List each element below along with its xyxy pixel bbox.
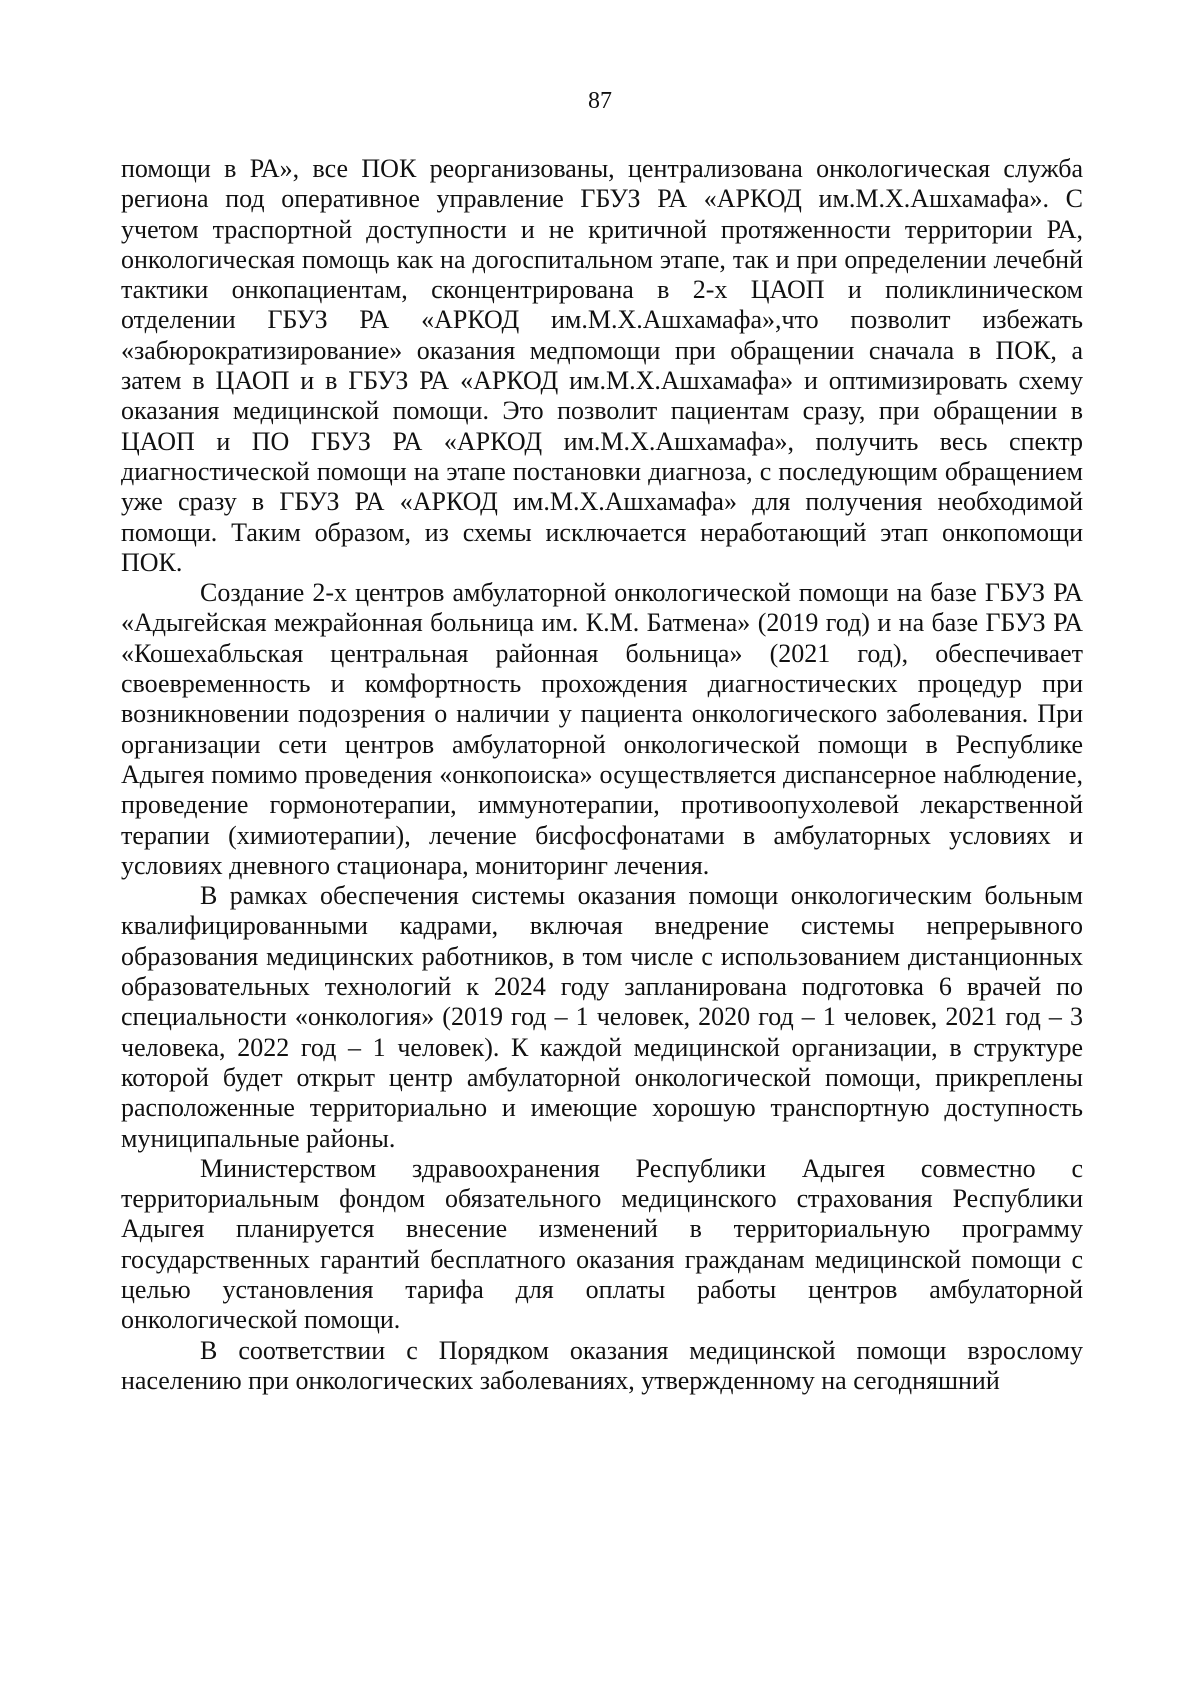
paragraph-procedure-order: В соответствии с Порядком оказания медицинской помощи взрослому населению при онкологических заболеваниях, утвержденному на сегодняшний [121, 1335, 1083, 1395]
paragraph-ministry-tariff: Министерством здравоохранения Республики Адыгея совместно с территориальным фондом обязательного медицинского страхования Республики Адыгея планируется внесение изменений в территориальную программу государственных гарантий бесплатного оказания гражданам медицинской помощи с целью установления тарифа для оплаты работы центров амбулаторной онкологической помощи. [121, 1153, 1083, 1335]
paragraph-cao-centers: Создание 2-х центров амбулаторной онкологической помощи на базе ГБУЗ РА «Адыгейская межрайонная больница им. К.М. Батмена» (2019 год) и на базе ГБУЗ РА «Кошехабльская центральная районная больница» (2021 год), обеспечивает своевременность и комфортность прохождения диагностических процедур при возникновении подозрения о наличии у пациента онкологического заболевания. При организации сети центров амбулаторной онкологической помощи в Республике Адыгея помимо проведения «онкопоиска» осуществляется диспансерное наблюдение, проведение гормонотерапии, иммунотерапии, противоопухолевой лекарственной терапии (химиотерапии), лечение бисфосфонатами в амбулаторных условиях и условиях дневного стационара, мониторинг лечения. [121, 578, 1083, 880]
document-body [121, 154, 1083, 1396]
paragraph-staff-training: В рамках обеспечения системы оказания помощи онкологическим больным квалифицированными кадрами, включая внедрение системы непрерывного образования медицинских работников, в том числе с использованием дистанционных образовательных технологий к 2024 году запланирована подготовка 6 врачей по специальности «онкология» (2019 год – 1 человек, 2020 год – 1 человек, 2021 год – 3 человека, 2022 год – 1 человек). К каждой медицинской организации, в структуре которой будет открыт центр амбулаторной онкологической помощи, прикреплены расположенные территориально и имеющие хорошую транспортную доступность муниципальные районы. [121, 881, 1083, 1153]
page-number: 87 [588, 88, 612, 114]
paragraph-continuation: помощи в РА», все ПОК реорганизованы, централизована онкологическая служба региона под оперативное управление ГБУЗ РА «АРКОД им.М.Х.Ашхамафа». С учетом траспортной доступности и не критичной протяженности территории РА, онкологическая помощь как на догоспитальном этапе, так и при определении лечебнй тактики онкопациентам, сконцентрирована в 2-х ЦАОП и поликлиническом отделении ГБУЗ РА «АРКОД им.М.Х.Ашхамафа»,что позволит избежать «забюрократизирование» оказания медпомощи при обращении сначала в ПОК, а затем в ЦАОП и в ГБУЗ РА «АРКОД им.М.Х.Ашхамафа» и оптимизировать схему оказания медицинской помощи. Это позволит пациентам сразу, при обращении в ЦАОП и ПО ГБУЗ РА «АРКОД им.М.Х.Ашхамафа», получить весь спектр диагностической помощи на этапе постановки диагноза, с последующим обращением уже сразу в ГБУЗ РА «АРКОД им.М.Х.Ашхамафа» для получения необходимой помощи. Таким образом, из схемы исключается неработающий этап онкопомощи ПОК. [121, 154, 1083, 577]
